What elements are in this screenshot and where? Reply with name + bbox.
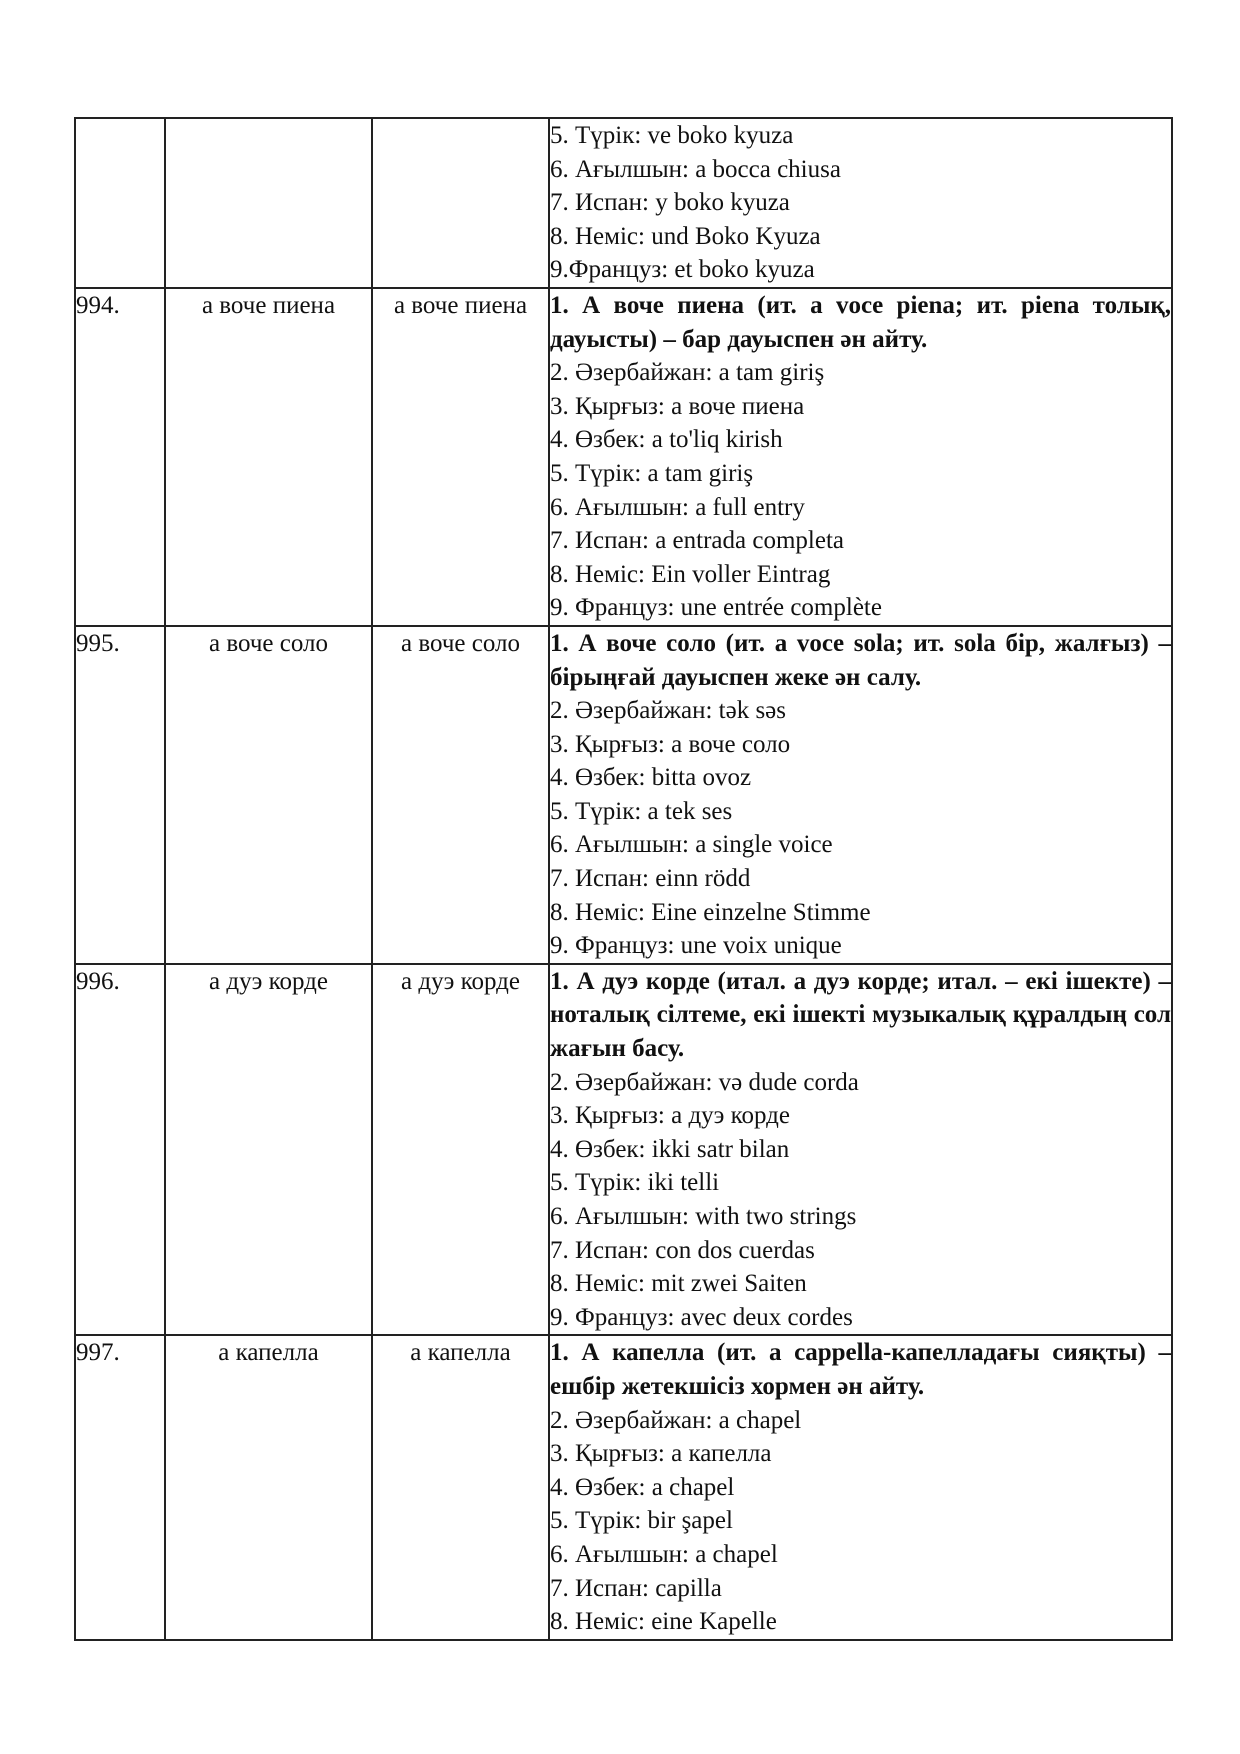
definition-heading: 1. А дуэ корде (итал. а дуэ корде; итал. – екі ішекте) – ноталық сілтеме, екі ішекті музыкалық құралдың сол жағын басу. (550, 967, 1171, 1063)
definition-heading: 1. А воче соло (ит. a voce sola; ит. sola бір, жалғыз) – бірыңғай дауыспен жеке ән салу. (550, 629, 1171, 691)
translation-line: 8. Неміс: eine Kapelle (550, 1608, 777, 1636)
translation-line: 2. Әзербайжан: və dude corda (550, 1068, 859, 1096)
translation-line: 8. Неміс: mit zwei Saiten (550, 1270, 807, 1298)
translation-line: 7. Испан: y boko kyuza (550, 189, 790, 217)
translation-line: 9. Француз: avec deux cordes (550, 1303, 853, 1331)
term-kazakh (165, 118, 372, 288)
table-row (75, 1335, 1172, 1639)
translation-line: 3. Қырғыз: а воче пиена (550, 392, 805, 420)
translation-line: 7. Испан: a entrada completa (550, 527, 844, 555)
entry-number: 996. (75, 964, 165, 1336)
definition-heading: 1. А воче пиена (ит. a voce piena; ит. piena толық, дауысты) – бар дауыспен ән айту. (550, 291, 1171, 353)
translation-line: 4. Өзбек: bitta ovoz (550, 764, 752, 792)
translation-line: 6. Ағылшын: a bocca chiusa (550, 155, 841, 183)
translation-line: 6. Ағылшын: with two strings (550, 1203, 857, 1230)
table-row (75, 964, 1172, 1336)
translation-line: 7. Испан: einn rödd (550, 865, 751, 893)
translation-line: 4. Өзбек: a to'liq kirish (550, 426, 783, 454)
term-russian (372, 118, 549, 288)
translation-line: 6. Ағылшын: a single voice (550, 831, 833, 859)
translation-line: 4. Өзбек: ikki satr bilan (550, 1135, 790, 1163)
dictionary-table-body (75, 118, 1172, 1640)
entry-number: 995. (75, 626, 165, 964)
translation-line: 9.Француз: et boko kyuza (550, 256, 815, 284)
translations-cell (549, 1335, 1172, 1639)
term-kazakh: а дуэ корде (165, 964, 372, 1336)
term-russian: а воче пиена (372, 288, 549, 626)
translations-cell (549, 626, 1172, 964)
table-row (75, 288, 1172, 626)
translation-line: 4. Өзбек: a chapel (550, 1473, 735, 1501)
translation-line: 7. Испан: con dos cuerdas (550, 1236, 815, 1264)
translation-line: 6. Ағылшын: a full entry (550, 493, 805, 521)
translation-line: 8. Неміс: Eine einzelne Stimme (550, 898, 871, 926)
translations-cell (549, 118, 1172, 288)
translation-line: 2. Әзербайжан: a tam giriş (550, 359, 825, 387)
term-russian: а капелла (372, 1335, 549, 1639)
definition-heading: 1. А капелла (ит. a cappella-капелладағы сияқты) – ешбір жетекшісіз хормен ән айту. (550, 1339, 1171, 1400)
term-kazakh: а капелла (165, 1335, 372, 1639)
translation-line: 5. Түрік: iki telli (550, 1169, 720, 1197)
term-kazakh: а воче соло (165, 626, 372, 964)
translations-cell (549, 288, 1172, 626)
translation-line: 8. Неміс: Ein voller Eintrag (550, 560, 831, 588)
table-row (75, 118, 1172, 288)
translation-line: 5. Түрік: a tek ses (550, 797, 733, 825)
entry-number: 997. (75, 1335, 165, 1639)
translation-line: 3. Қырғыз: а воче соло (550, 730, 791, 758)
translation-line: 2. Әзербайжан: a chapel (550, 1406, 802, 1434)
translation-line: 8. Неміс: und Boko Kyuza (550, 222, 821, 250)
entry-number: 994. (75, 288, 165, 626)
translation-line: 7. Испан: capilla (550, 1574, 722, 1602)
translation-line: 5. Түрік: bir şapel (550, 1507, 733, 1535)
term-kazakh: а воче пиена (165, 288, 372, 626)
term-russian: а воче соло (372, 626, 549, 964)
table-row (75, 626, 1172, 964)
translation-line: 9. Француз: une voix unique (550, 932, 842, 960)
translation-line: 5. Түрік: a tam giriş (550, 459, 754, 487)
entry-number (75, 118, 165, 288)
translation-line: 9. Француз: une entrée complète (550, 594, 882, 622)
dictionary-table (74, 117, 1173, 1641)
translation-line: 3. Қырғыз: а капелла (550, 1440, 772, 1468)
translation-line: 5. Түрік: ve boko kyuza (550, 122, 794, 149)
translation-line: 3. Қырғыз: а дуэ корде (550, 1102, 791, 1130)
translation-line: 6. Ағылшын: a chapel (550, 1540, 778, 1568)
translations-cell (549, 964, 1172, 1336)
term-russian: а дуэ корде (372, 964, 549, 1336)
translation-line: 2. Әзербайжан: tək səs (550, 697, 787, 725)
